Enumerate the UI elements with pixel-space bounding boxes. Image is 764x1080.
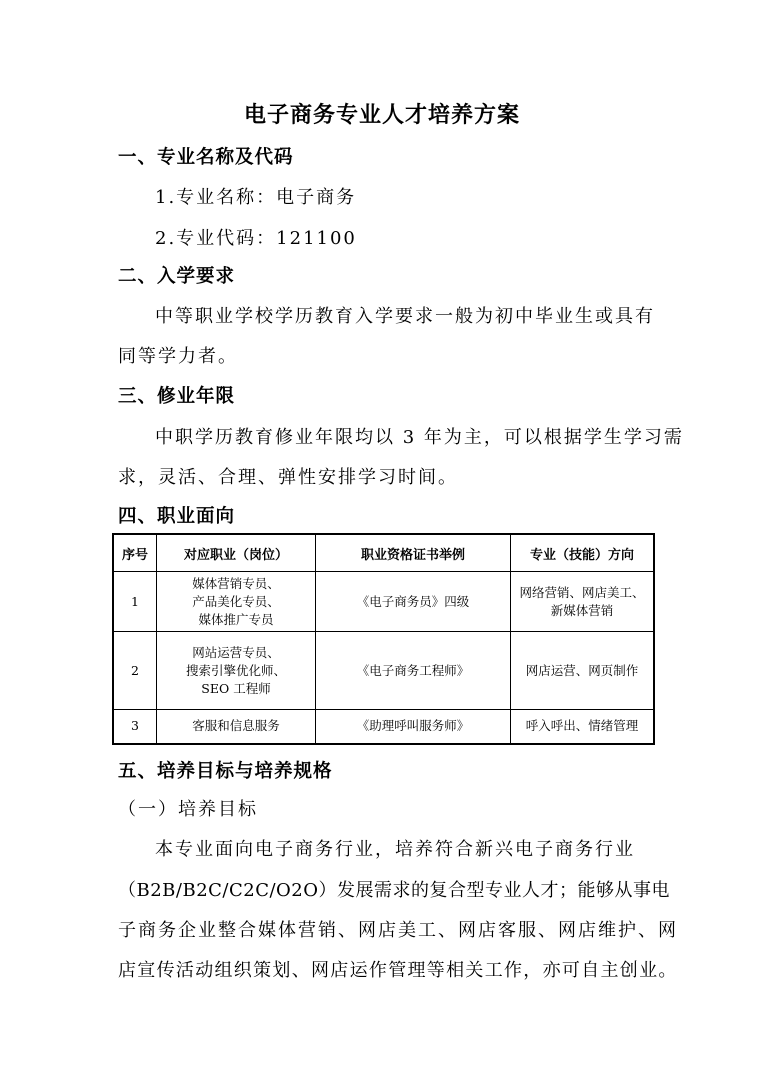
- section-heading-5: 五、培养目标与培养规格: [118, 761, 333, 782]
- goal-text-line-1: 本专业面向电子商务行业，培养符合新兴电子商务行业: [155, 839, 635, 860]
- career-table: [112, 533, 655, 745]
- row-cert: 《电子商务员》四级: [316, 572, 511, 632]
- duration-text-line-2: 求，灵活、合理、弹性安排学习时间。: [118, 467, 458, 488]
- job-line: SEO 工程师: [201, 680, 271, 696]
- row-no: 3: [113, 710, 157, 744]
- goal-text-line-3: 子商务企业整合媒体营销、网店美工、网店客服、网店维护、网: [118, 920, 678, 941]
- header-job: 对应职业（岗位）: [157, 534, 316, 572]
- job-line: 网站运营专员、: [192, 644, 280, 660]
- header-cert: 职业资格证书举例: [316, 534, 511, 572]
- admission-text-line-2: 同等学力者。: [118, 346, 238, 367]
- row-no: 1: [113, 572, 157, 632]
- table-header-row: [113, 534, 654, 572]
- job-line: 搜索引擎优化师、: [185, 662, 286, 678]
- direction-line: 新媒体营销: [550, 602, 614, 618]
- major-name: 1.专业名称：电子商务: [155, 187, 357, 208]
- goal-text-line-4: 店宣传活动组织策划、网店运作管理等相关工作，亦可自主创业。: [118, 960, 678, 981]
- admission-text-line-1: 中等职业学校学历教育入学要求一般为初中毕业生或具有: [155, 306, 655, 327]
- header-no: 序号: [113, 534, 157, 572]
- job-line: 客服和信息服务: [192, 718, 280, 734]
- row-jobs: [157, 572, 316, 632]
- direction-line: 呼入呼出、情绪管理: [525, 718, 639, 734]
- header-direction: 专业（技能）方向: [511, 534, 655, 572]
- section-heading-4: 四、职业面向: [118, 506, 236, 527]
- section-heading-2: 二、入学要求: [118, 266, 236, 287]
- major-code: 2.专业代码：121100: [155, 228, 357, 249]
- table-row: [113, 710, 654, 744]
- job-line: 产品美化专员、: [192, 593, 280, 609]
- row-direction: [511, 710, 655, 744]
- row-direction: [511, 632, 655, 710]
- goal-text-line-2: （B2B/B2C/C2C/O2O）发展需求的复合型专业人才；能够从事电: [118, 880, 671, 901]
- row-jobs: [157, 632, 316, 710]
- row-cert: 《助理呼叫服务师》: [316, 710, 511, 744]
- job-line: 媒体推广专员: [198, 611, 274, 627]
- row-direction: [511, 572, 655, 632]
- section-heading-3: 三、修业年限: [118, 386, 236, 407]
- document-title: 电子商务专业人才培养方案: [243, 103, 520, 128]
- section-heading-1: 一、专业名称及代码: [118, 147, 294, 168]
- direction-line: 网店运营、网页制作: [525, 662, 639, 678]
- row-cert: 《电子商务工程师》: [316, 632, 511, 710]
- table-row: [113, 632, 654, 710]
- duration-text-line-1: 中职学历教育修业年限均以 3 年为主，可以根据学生学习需: [155, 427, 684, 448]
- subsection-heading-goal: （一）培养目标: [118, 799, 258, 820]
- row-jobs: [157, 710, 316, 744]
- table-row: [113, 572, 654, 632]
- row-no: 2: [113, 632, 157, 710]
- direction-line: 网络营销、网店美工、: [519, 584, 645, 600]
- job-line: 媒体营销专员、: [192, 575, 280, 591]
